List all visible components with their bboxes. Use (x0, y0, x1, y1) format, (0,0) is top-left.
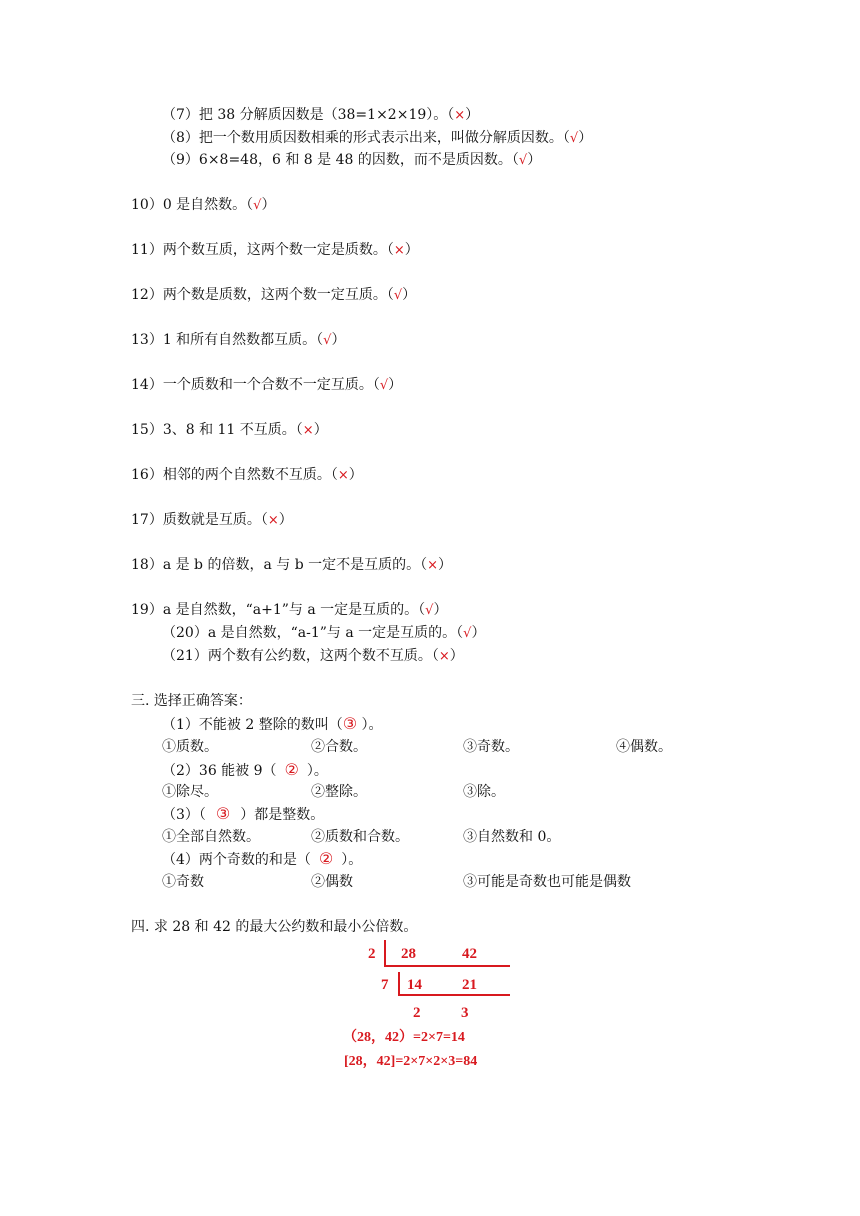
tf-item-7: （7）把 38 分解质因数是（38=1×2×19）。（×） (162, 107, 480, 123)
answer-mark: ② (284, 760, 299, 779)
division-line-1 (384, 965, 510, 967)
division-bracket-2 (398, 972, 400, 995)
dividend-1a: 28 (401, 946, 416, 962)
check-mark: √ (323, 333, 332, 348)
divisor-2: 7 (381, 977, 389, 993)
quotient-a: 2 (413, 1005, 421, 1021)
check-mark: √ (425, 603, 434, 618)
check-mark: √ (253, 198, 262, 213)
question-4: （4）两个奇数的和是（ ② ）。 (162, 849, 363, 868)
answer-mark: ② (318, 849, 334, 868)
q3-option-2: ②质数和合数。 (311, 829, 409, 845)
q4-option-3: ③可能是奇数也可能是偶数 (463, 874, 631, 890)
question-1: （1）不能被 2 整除的数叫（③ ）。 (162, 714, 383, 733)
division-bracket-1 (384, 940, 386, 966)
tf-item-10: 10）0 是自然数。（√） (131, 197, 276, 213)
cross-mark: × (393, 243, 405, 258)
tf-item-17: 17）质数就是互质。（×） (131, 512, 293, 528)
q4-option-2: ②偶数 (311, 874, 353, 890)
cross-mark: × (302, 423, 314, 438)
q3-option-3: ③自然数和 0。 (463, 829, 561, 845)
q1-option-4: ④偶数。 (616, 739, 672, 755)
tf-item-15: 15）3、8 和 11 不互质。（×） (131, 422, 328, 438)
tf-item-21: （21）两个数有公约数，这两个数不互质。（×） (162, 648, 464, 664)
quotient-b: 3 (461, 1005, 469, 1021)
check-mark: √ (379, 378, 389, 393)
tf-item-19: 19）a 是自然数，“a+1”与 a 一定是互质的。（√） (131, 602, 448, 618)
q2-option-2: ②整除。 (311, 784, 367, 800)
question-3: （3）（ ③ ）都是整数。 (162, 804, 325, 823)
tf-item-14: 14）一个质数和一个合数不一定互质。（√） (131, 377, 403, 393)
cross-mark: × (427, 558, 439, 573)
tf-item-8: （8）把一个数用质因数相乘的形式表示出来，叫做分解质因数。（√） (162, 130, 593, 146)
tf-item-13: 13）1 和所有自然数都互质。（√） (131, 332, 346, 348)
answer-mark: ③ (215, 804, 231, 823)
check-mark: √ (463, 626, 472, 641)
dividend-1b: 42 (462, 946, 477, 962)
answer-mark: ③ (342, 714, 358, 733)
check-mark: √ (569, 131, 579, 146)
q2-option-3: ③除。 (463, 784, 505, 800)
gcd-result: （28，42）=2×7=14 (343, 1030, 465, 1045)
check-mark: √ (393, 288, 403, 303)
dividend-2b: 21 (462, 977, 477, 993)
dividend-2a: 14 (407, 977, 422, 993)
question-2: （2）36 能被 9（ ② ）。 (162, 760, 328, 779)
tf-item-11: 11）两个数互质，这两个数一定是质数。（×） (131, 242, 419, 258)
check-mark: √ (518, 153, 528, 168)
division-line-2 (398, 994, 510, 996)
q1-option-2: ②合数。 (311, 739, 367, 755)
q1-option-1: ①质数。 (162, 739, 218, 755)
divisor-1: 2 (368, 946, 376, 962)
section-3-title: 三. 选择正确答案： (131, 693, 252, 709)
tf-item-12: 12）两个数是质数，这两个数一定互质。（√） (131, 287, 417, 303)
q1-option-3: ③奇数。 (463, 739, 519, 755)
tf-item-20: （20）a 是自然数，“a-1”与 a 一定是互质的。（√） (162, 625, 486, 641)
q4-option-1: ①奇数 (162, 874, 204, 890)
section-4-title: 四. 求 28 和 42 的最大公约数和最小公倍数。 (131, 919, 418, 935)
tf-item-16: 16）相邻的两个自然数不互质。（×） (131, 467, 363, 483)
cross-mark: × (454, 108, 466, 123)
q2-option-1: ①除尽。 (162, 784, 218, 800)
cross-mark: × (438, 649, 450, 664)
cross-mark: × (337, 468, 349, 483)
tf-item-18: 18）a 是 b 的倍数，a 与 b 一定不是互质的。（×） (131, 557, 453, 573)
tf-item-9: （9）6×8=48，6 和 8 是 48 的因数，而不是质因数。（√） (162, 152, 542, 168)
q3-option-1: ①全部自然数。 (162, 829, 260, 845)
lcm-result: [28，42]=2×7×2×3=84 (344, 1054, 478, 1069)
cross-mark: × (267, 513, 279, 528)
